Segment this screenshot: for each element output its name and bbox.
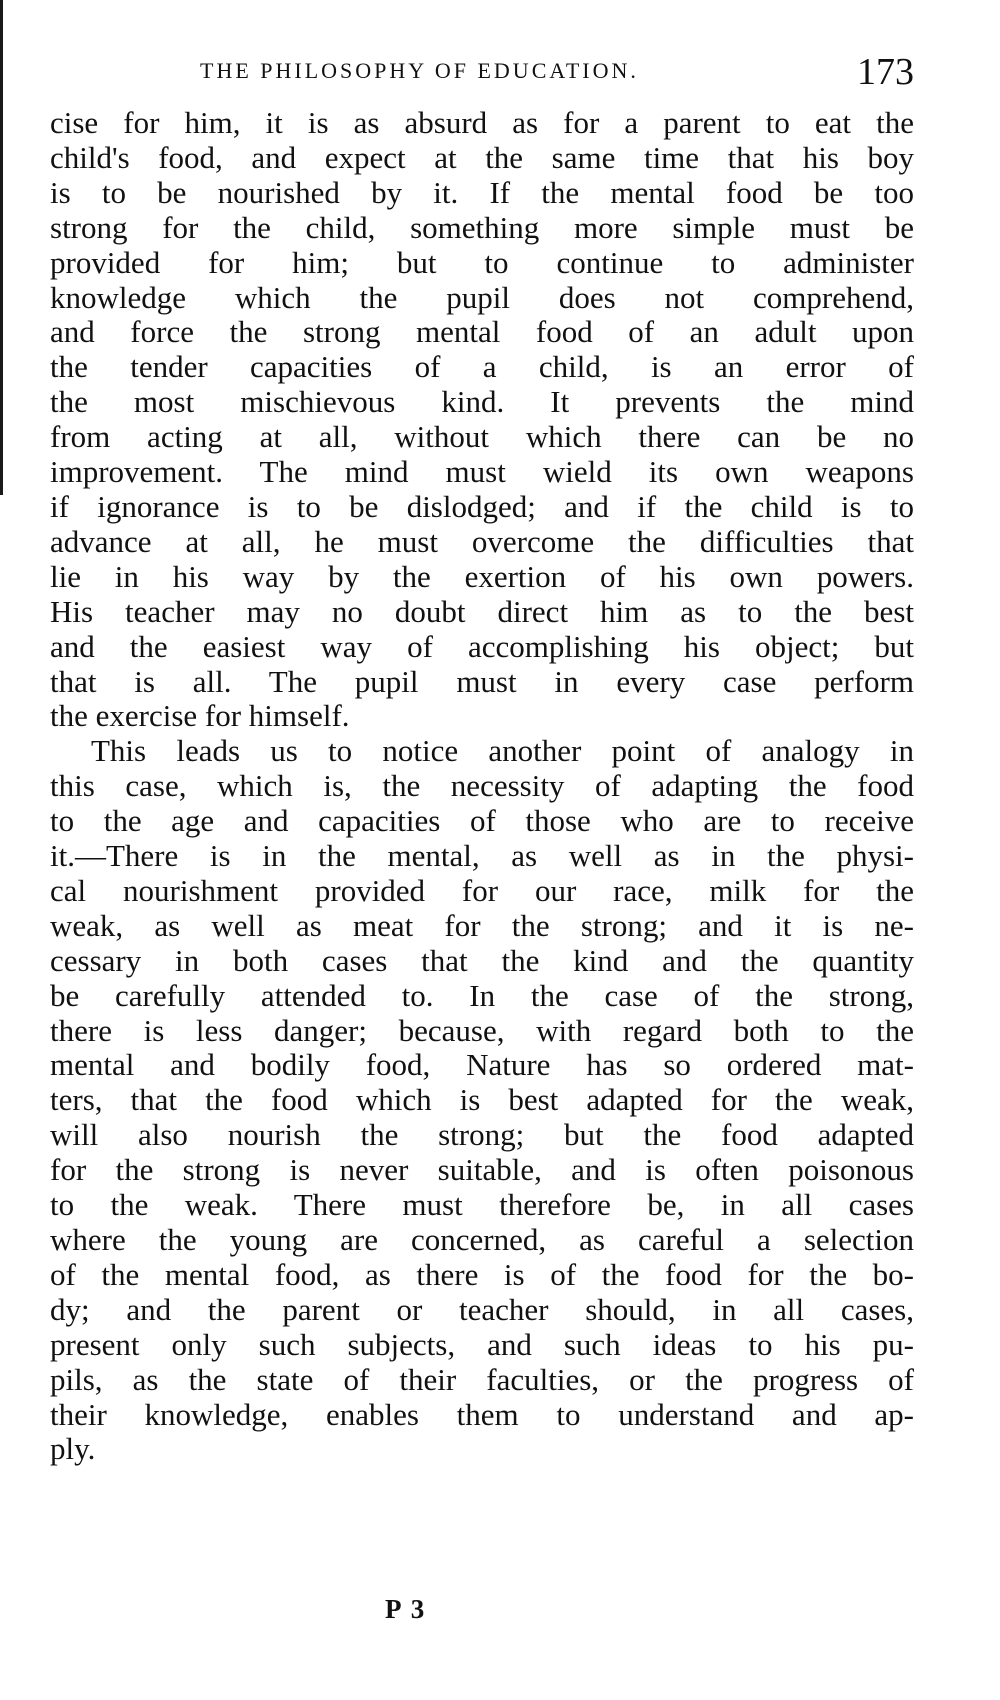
text-line: and the easiest way of accomplishing his object; but xyxy=(50,628,914,664)
text-line: it.—There is in the mental, as well as in the physi- xyxy=(50,838,914,874)
text-line: pils, as the state of their faculties, or the progress of xyxy=(50,1361,914,1397)
text-line: be carefully attended to. In the case of the strong, xyxy=(50,977,914,1013)
text-line: child's food, and expect at the same time that his boy xyxy=(50,139,914,175)
text-line: knowledge which the pupil does not comprehend, xyxy=(50,279,914,315)
text-line: and force the strong mental food of an adult upon xyxy=(50,314,914,350)
text-line: cal nourishment provided for our race, milk for the xyxy=(50,872,914,908)
text-line: His teacher may no doubt direct him as to the best xyxy=(50,593,914,629)
text-line: mental and bodily food, Nature has so ordered mat- xyxy=(50,1047,914,1083)
text-line: their knowledge, enables them to understand and ap- xyxy=(50,1396,914,1432)
printer-signature-mark: P 3 xyxy=(385,1594,427,1624)
text-line: weak, as well as meat for the strong; and it is ne- xyxy=(50,907,914,943)
text-line: that is all. The pupil must in every case perform xyxy=(50,663,914,699)
text-line: cessary in both cases that the kind and the quantity xyxy=(50,942,914,978)
text-line: to the age and capacities of those who are to receive xyxy=(50,803,914,839)
text-line: ters, that the food which is best adapted for the weak, xyxy=(50,1082,914,1118)
text-line: improvement. The mind must wield its own weapons xyxy=(50,454,914,490)
body-text xyxy=(50,106,914,1467)
text-line: where the young are concerned, as careful a selection xyxy=(50,1222,914,1257)
book-page xyxy=(50,50,914,1467)
page-number: 173 xyxy=(857,51,914,93)
text-line: the exercise for himself. xyxy=(50,698,350,734)
running-head xyxy=(50,50,914,93)
text-line: if ignorance is to be dislodged; and if the child is to xyxy=(50,488,914,524)
running-title: THE PHILOSOPHY OF EDUCATION. xyxy=(200,58,639,83)
text-line: advance at all, he must overcome the difficulties that xyxy=(50,523,914,559)
text-line: this case, which is, the necessity of adapting the food xyxy=(50,768,914,804)
page-edge-rule xyxy=(0,0,3,495)
paragraph-2 xyxy=(50,734,914,1467)
text-line: there is less danger; because, with regard both to the xyxy=(50,1012,914,1048)
text-line: This leads us to notice another point of analogy in xyxy=(91,733,914,769)
text-line: for the strong is never suitable, and is often poisonous xyxy=(50,1152,914,1188)
text-line: from acting at all, without which there can be no xyxy=(50,419,914,455)
paragraph-1 xyxy=(50,106,914,734)
text-line: present only such subjects, and such ideas to his pu- xyxy=(50,1326,914,1362)
text-line: will also nourish the strong; but the food adapted xyxy=(50,1117,914,1153)
text-line: cise for him, it is as absurd as for a parent to eat the xyxy=(50,105,914,140)
text-line: provided for him; but to continue to administer xyxy=(50,244,914,280)
text-line: ply. xyxy=(50,1431,96,1467)
text-line: of the mental food, as there is of the food for the bo- xyxy=(50,1256,914,1292)
text-line: the most mischievous kind. It prevents the mind xyxy=(50,384,914,420)
text-line: is to be nourished by it. If the mental food be too xyxy=(50,174,914,210)
text-line: strong for the child, something more simple must be xyxy=(50,209,914,245)
text-line: dy; and the parent or teacher should, in all cases, xyxy=(50,1291,914,1327)
text-line: lie in his way by the exertion of his own powers. xyxy=(50,558,914,594)
text-line: to the weak. There must therefore be, in all cases xyxy=(50,1187,914,1223)
text-line: the tender capacities of a child, is an error of xyxy=(50,349,914,385)
